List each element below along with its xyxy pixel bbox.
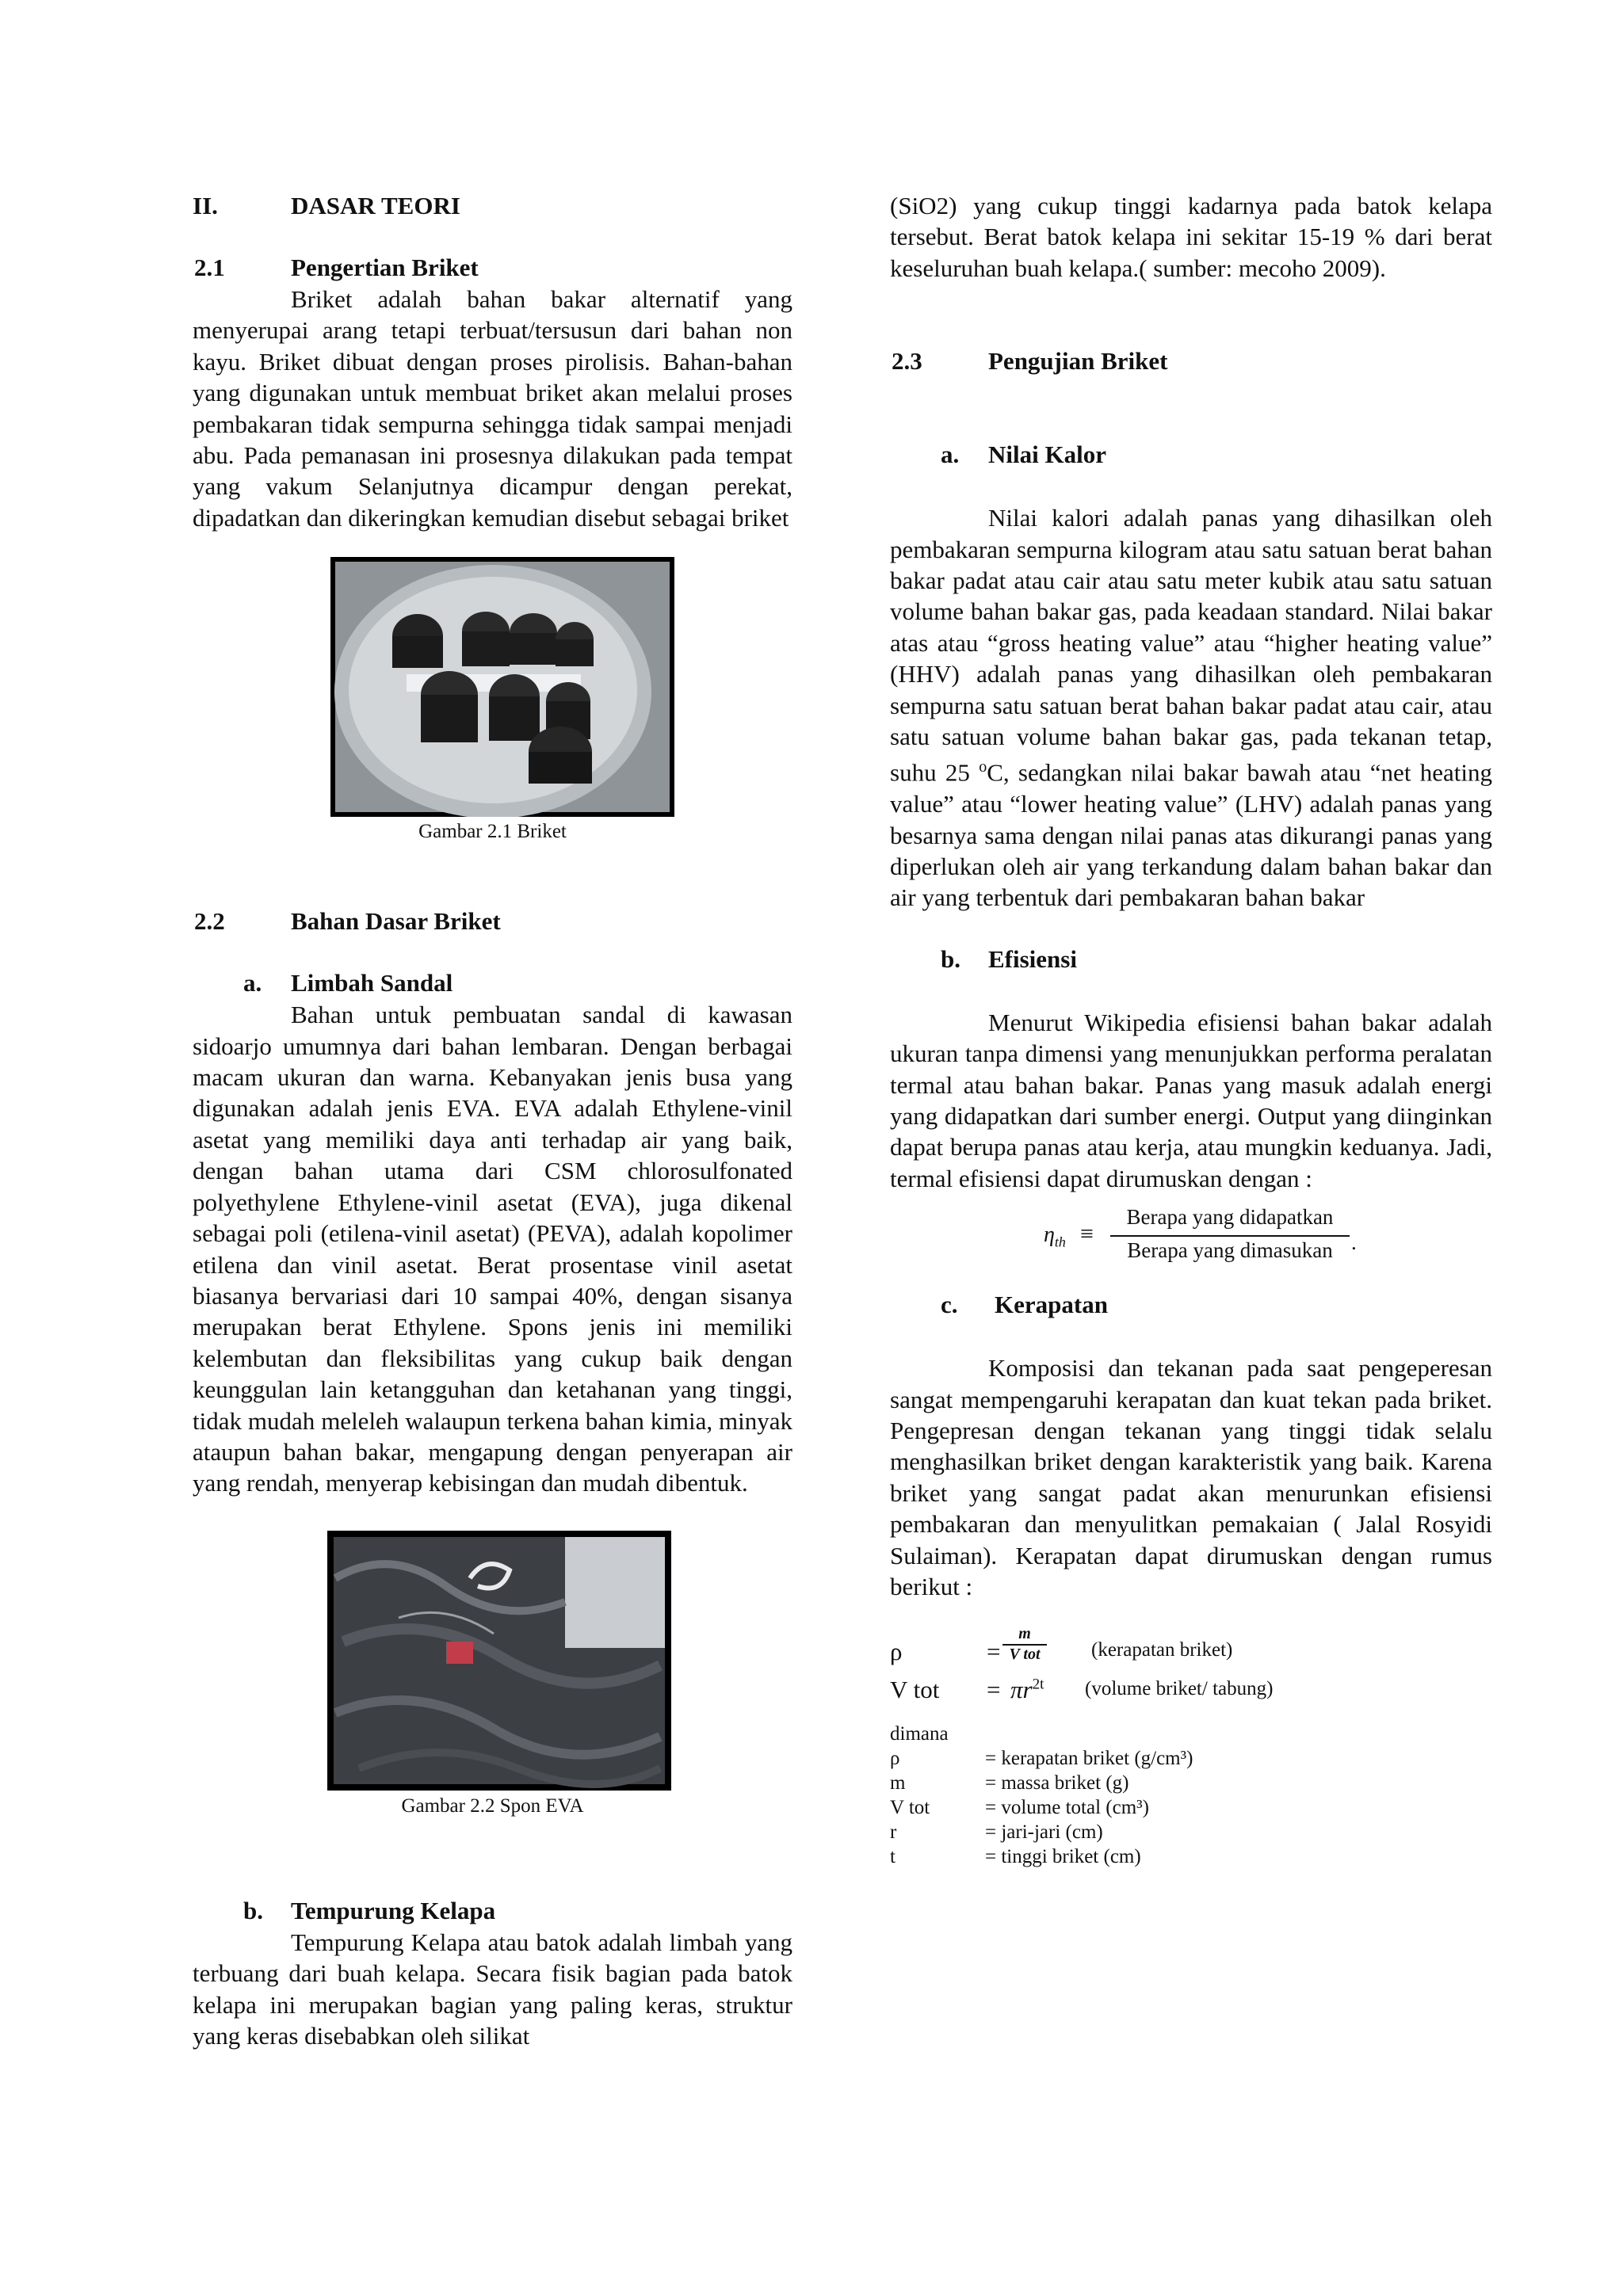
paragraph-pengertian-briket: Briket adalah bahan bakar alternatif yang menyerupai arang tetapi terbuat/tersusun dari bahan non kayu. Briket dibuat dengan proses pirolisis. Bahan-bahan yang digunakan untuk membuat briket akan melalui proses pembakaran tidak sempurna sehingga tidak sampai menjadi abu. Pada pemanasan ini prosesnya dilakukan pada tempat yang vakum Selanjutnya dicampur dengan perekat, dipadatkan dan dikeringkan kemudian disebut sebagai briket [193,285,792,532]
paragraph-tempurung-kelapa-continued: (SiO2) yang cukup tinggi kadarnya pada batok kelapa tersebut. Berat batok kelapa ini sekitar 15-19 % dari berat keseluruhan buah kelapa.( sumber: mecoho 2009). [890,192,1492,282]
pi-symbol: π [1010,1675,1023,1703]
fraction-bar [1110,1235,1350,1237]
figure-spon-eva [193,1531,792,1863]
paragraph-limbah-sandal: Bahan untuk pembuatan sandal di kawasan sidoarjo umumnya dari bahan lembaran. Dengan berbagai macam ukuran dan warna. Kebanyakan jenis busa yang digunakan adalah jenis EVA. EVA adalah Ethylene-vinil asetat yang memiliki daya anti terhadap air yang baik, dengan bahan utama dari CSM chlorosulfonated polyethylene Ethylene-vinil asetat (EVA), juga dikenal sebagai poli (etilena-vinil asetat) (PEVA), adalah kopolimer etilena dan vinil asetat. Berat prosentase vinil asetat biasanya bervariasi dari 10 sampai 40%, dengan sisanya merupakan berat Ethylene. Spons jenis ini memiliki kelembutan dan fleksibilitas yang cukup baik dengan keunggulan lain ketangguhan dan ketahanan yang tinggi, tidak mudah meleleh walaupun terkena bahan kimia, minyak ataupun bahan bakar, mengapung dengan penyerapan air yang rendah, menyerap kebisingan dan mudah dibentuk. [193,1001,792,1497]
paragraph-nilai-kalor: Nilai kalori adalah panas yang dihasilkan oleh pembakaran sempurna kilogram atau satu satuan berat bahan bakar padat atau cair atau satu meter kubik atau satu satuan volume bahan bakar gas, pada keadaan standard. Nilai bakar atas atau “gross heating value” atau “higher heating value” (HHV) adalah panas yang dihasilkan oleh pembakaran sempurna satu satuan berat bahan bakar padat atau cair, atau satu satuan volume bahan bakar gas, pada tekanan tetap, suhu 25 $^o$C, sedangkan nilai bakar bawah atau “net heating value” atau “lower heating value” (LHV) adalah panas yang besarnya sama dengan nilai panas atas dikurangi panas yang diperlukan oleh air yang terkandung dalam bahan bakar dan air yang terbentuk dari pembakaran bahan bakar [890,504,1492,912]
heading-2-1 [193,252,792,284]
heading-2-3 [890,345,1492,377]
variable-row: r = jari-jari (cm) [890,1821,1103,1843]
eta-symbol: η [1044,1222,1055,1248]
heading-tempurung-kelapa [193,1895,792,1927]
heading-number: 2.2 [194,907,225,936]
heading-efisiensi [890,944,1492,975]
heading-number: 2.1 [194,254,225,281]
vtot-equals: = [987,1675,1001,1703]
paragraph-kerapatan: Komposisi dan tekanan pada saat pengeperesan sangat mempengaruhi kerapatan dan kuat tekan pada briket. Pengepresan dengan tekanan yang tinggi tidak selalu menghasilkan briket dengan karakteristik yang baik. Karena briket yang sangat padat akan menurunkan efisiensi pembakaran dan menyulitkan pemakaian ( Jalal Rosyidi Sulaiman). Kerapatan dapat dirumuskan dengan rumus berikut : [890,1354,1492,1601]
heading-number: 2.3 [892,347,922,376]
heading-title: Efisiensi [988,944,1077,973]
section-heading [193,190,792,222]
equiv-symbol: ≡ [1080,1221,1094,1248]
heading-number: a. [243,969,262,997]
paragraph-efisiensi: Menurut Wikipedia efisiensi bahan bakar adalah ukuran tanpa dimensi yang menunjukkan performa peralatan termal atau bahan bakar. Panas yang masuk adalah energi yang didapatkan dari sumber energi. Output yang diinginkan dapat berupa panas atau kerja, atau mungkin keduanya. Jadi, termal efisiensi dapat dirumuskan dengan : [890,1008,1492,1192]
vtot-symbol: V tot [890,1675,940,1703]
section-title: DASAR TEORI [291,192,460,219]
density-formulas [890,1622,1492,1709]
vtot-note: (volume briket/ tabung) [1085,1677,1274,1699]
heading-number: c. [941,1291,958,1319]
heading-title: Kerapatan [995,1291,1108,1319]
heading-title: Limbah Sandal [291,969,453,997]
fraction-numerator: Berapa yang didapatkan [1126,1205,1334,1230]
heading-title: Nilai Kalor [988,441,1106,469]
section-number: II. [193,192,218,219]
heading-number: a. [941,441,960,469]
rho-denominator: V tot [1009,1645,1041,1663]
heading-title: Bahan Dasar Briket [291,907,501,936]
figure-caption: Gambar 2.2 Spon EVA [401,1794,584,1817]
rho-note: (kerapatan briket) [1091,1638,1233,1661]
variable-row: t = tinggi briket (cm) [890,1845,1141,1867]
heading-nilai-kalor [890,439,1492,471]
variable-list-heading: dimana [890,1722,949,1745]
variable-list [890,1722,1492,1869]
spon-eva-photo [327,1531,671,1791]
heading-number: b. [941,944,960,973]
rho-equals: = [987,1637,1001,1665]
left-column [193,190,792,2051]
heading-number: b. [243,1896,263,1924]
heading-limbah-sandal [193,967,792,999]
heading-title: Tempurung Kelapa [291,1896,496,1924]
heading-title: Pengertian Briket [291,254,479,281]
figure-caption: Gambar 2.1 Briket [418,821,567,843]
variable-row: V tot = volume total (cm³) [890,1796,1149,1818]
vtot-expression: $\pi r^{2t}$ [1010,1675,1044,1703]
formula-period: . [1351,1230,1357,1255]
efficiency-formula: $\eta_{th}$ ≡ Berapa yang didapatkan Berapa yang dimasukan . [1044,1205,1357,1263]
fraction-denominator: Berapa yang dimasukan [1127,1238,1333,1263]
rho-symbol: ρ [890,1637,903,1665]
briket-image-icon [330,557,674,817]
variable-row: m = massa briket (g) [890,1772,1129,1794]
heading-kerapatan [890,1289,1492,1321]
spon-eva-image-icon [327,1531,671,1791]
paragraph-tempurung-kelapa: Tempurung Kelapa atau batok adalah limbah yang terbuang dari buah kelapa. Secara fisik bagian pada batok kelapa ini merupakan bagian yang paling keras, struktur yang keras disebabkan oleh silikat [193,1928,792,2050]
rho-numerator: m [1018,1624,1031,1642]
briket-photo [330,557,674,817]
variable-row: ρ = kerapatan briket (g/cm³) [890,1747,1193,1769]
right-column [890,190,1492,1869]
heading-title: Pengujian Briket [988,347,1168,376]
figure-briket [193,557,792,906]
heading-2-2 [193,906,792,937]
